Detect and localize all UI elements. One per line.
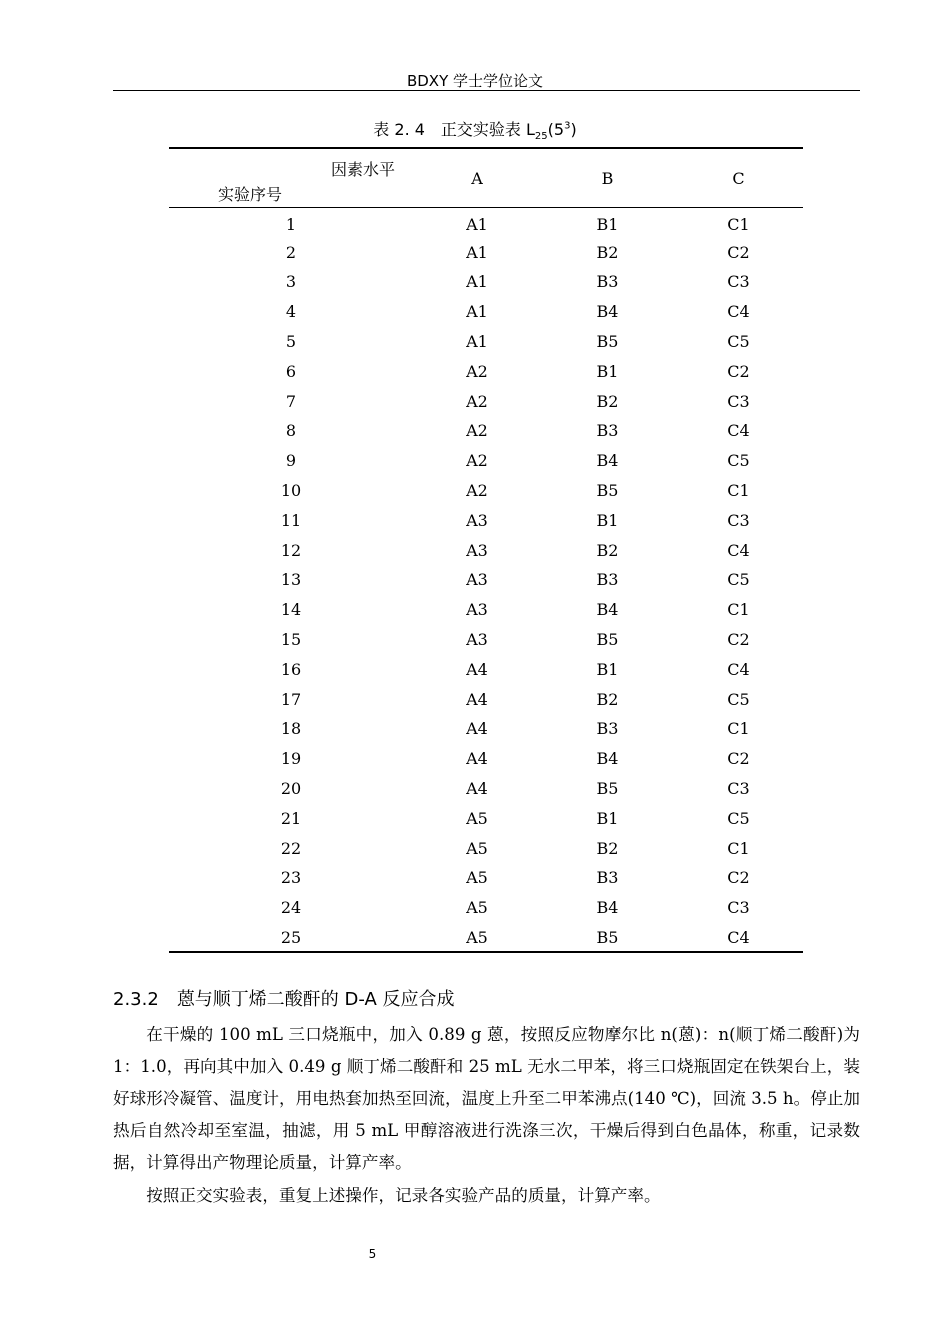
section-number: 2.3.2 bbox=[113, 989, 159, 1010]
orthogonal-table bbox=[169, 147, 803, 953]
run-number-cell: 17 bbox=[280, 689, 302, 709]
table-row bbox=[169, 446, 803, 476]
table-row bbox=[169, 923, 803, 953]
run-number-cell: 12 bbox=[280, 540, 302, 560]
table-row bbox=[169, 803, 803, 833]
factor-c-cell: C3 bbox=[727, 898, 750, 918]
factor-b-cell: B2 bbox=[596, 391, 619, 411]
table-header-row bbox=[169, 148, 803, 208]
factor-b-cell: B2 bbox=[596, 242, 619, 262]
factor-b-cell: B4 bbox=[596, 898, 619, 918]
corner-factor-label: 因素水平 bbox=[331, 160, 396, 179]
factor-c-cell: C4 bbox=[727, 302, 750, 322]
table-row bbox=[169, 714, 803, 744]
factor-c-cell: C3 bbox=[727, 779, 750, 799]
factor-a-cell: A3 bbox=[466, 630, 488, 650]
factor-a-cell: A3 bbox=[466, 510, 488, 530]
factor-b-cell: B5 bbox=[596, 481, 619, 501]
factor-a-cell: A2 bbox=[466, 421, 488, 441]
factor-c-cell: C3 bbox=[727, 272, 750, 292]
run-number-cell: 14 bbox=[280, 600, 302, 620]
factor-b-cell: B3 bbox=[596, 570, 619, 590]
factor-b-cell: B5 bbox=[596, 332, 619, 352]
table-row bbox=[169, 416, 803, 446]
table-caption bbox=[0, 117, 950, 142]
run-number-cell: 5 bbox=[285, 332, 297, 352]
table-row bbox=[169, 833, 803, 863]
section-title: 蒽与顺丁烯二酸酐的 D-A 反应合成 bbox=[176, 989, 455, 1010]
factor-c-cell: C4 bbox=[727, 421, 750, 441]
table-row bbox=[169, 774, 803, 804]
table-row bbox=[169, 595, 803, 625]
factor-c-cell: C1 bbox=[727, 214, 750, 234]
run-number-cell: 1 bbox=[285, 214, 297, 234]
factor-b-cell: B4 bbox=[596, 451, 619, 471]
run-number-cell: 15 bbox=[280, 630, 302, 650]
factor-b-cell: B2 bbox=[596, 838, 619, 858]
factor-c-cell: C2 bbox=[727, 868, 750, 888]
factor-a-cell: A2 bbox=[466, 391, 488, 411]
run-number-cell: 11 bbox=[280, 510, 302, 530]
run-number-cell: 21 bbox=[280, 808, 302, 828]
column-header-b: B bbox=[601, 168, 614, 188]
run-number-cell: 9 bbox=[285, 451, 297, 471]
run-number-cell: 10 bbox=[280, 481, 302, 501]
factor-a-cell: A1 bbox=[466, 332, 488, 352]
factor-a-cell: A4 bbox=[466, 659, 488, 679]
header-rule bbox=[113, 90, 860, 91]
run-number-cell: 3 bbox=[285, 272, 297, 292]
factor-a-cell: A5 bbox=[466, 868, 488, 888]
factor-a-cell: A5 bbox=[466, 898, 488, 918]
factor-b-cell: B1 bbox=[596, 361, 619, 381]
run-number-cell: 16 bbox=[280, 659, 302, 679]
table-row bbox=[169, 535, 803, 565]
factor-c-cell: C3 bbox=[727, 391, 750, 411]
run-number-cell: 2 bbox=[285, 242, 297, 262]
table-body bbox=[169, 208, 803, 953]
run-number-cell: 4 bbox=[285, 302, 297, 322]
factor-c-cell: C5 bbox=[727, 689, 750, 709]
factor-a-cell: A5 bbox=[466, 808, 488, 828]
factor-a-cell: A4 bbox=[466, 749, 488, 769]
run-number-cell: 19 bbox=[280, 749, 302, 769]
factor-b-cell: B5 bbox=[596, 630, 619, 650]
table-row bbox=[169, 893, 803, 923]
corner-run-label: 实验序号 bbox=[218, 185, 283, 204]
factor-b-cell: B3 bbox=[596, 719, 619, 739]
table-row bbox=[169, 237, 803, 267]
factor-b-cell: B2 bbox=[596, 540, 619, 560]
caption-mid: (5 bbox=[547, 120, 565, 139]
caption-prefix: 表 2. 4 正交实验表 L bbox=[373, 120, 535, 139]
section-heading bbox=[113, 985, 455, 1011]
factor-a-cell: A3 bbox=[466, 540, 488, 560]
run-number-cell: 7 bbox=[285, 391, 297, 411]
run-number-cell: 20 bbox=[280, 779, 302, 799]
paragraph-repeat: 按照正交实验表，重复上述操作，记录各实验产品的质量，计算产率。 bbox=[146, 1186, 661, 1205]
factor-a-cell: A5 bbox=[466, 927, 488, 947]
table-row bbox=[169, 356, 803, 386]
table-row bbox=[169, 863, 803, 893]
factor-a-cell: A5 bbox=[466, 838, 488, 858]
factor-a-cell: A4 bbox=[466, 719, 488, 739]
table-row bbox=[169, 625, 803, 655]
table-row bbox=[169, 297, 803, 327]
factor-b-cell: B3 bbox=[596, 272, 619, 292]
column-header-a: A bbox=[471, 168, 483, 188]
factor-c-cell: C4 bbox=[727, 540, 750, 560]
factor-b-cell: B5 bbox=[596, 779, 619, 799]
run-number-cell: 6 bbox=[285, 361, 297, 381]
factor-b-cell: B1 bbox=[596, 510, 619, 530]
factor-c-cell: C1 bbox=[727, 600, 750, 620]
factor-b-cell: B5 bbox=[596, 927, 619, 947]
factor-a-cell: A1 bbox=[466, 242, 488, 262]
factor-a-cell: A4 bbox=[466, 689, 488, 709]
factor-c-cell: C5 bbox=[727, 332, 750, 352]
factor-b-cell: B4 bbox=[596, 600, 619, 620]
table-row bbox=[169, 744, 803, 774]
running-header-title: BDXY 学士学位论文 bbox=[406, 72, 544, 90]
factor-c-cell: C1 bbox=[727, 719, 750, 739]
column-header-c: C bbox=[732, 168, 745, 188]
factor-b-cell: B2 bbox=[596, 689, 619, 709]
factor-c-cell: C2 bbox=[727, 630, 750, 650]
factor-c-cell: C2 bbox=[727, 242, 750, 262]
table-row bbox=[169, 565, 803, 595]
page-number: 5 bbox=[368, 1247, 377, 1261]
factor-a-cell: A1 bbox=[466, 302, 488, 322]
factor-c-cell: C5 bbox=[727, 451, 750, 471]
table-row bbox=[169, 505, 803, 535]
caption-subscript: 25 bbox=[534, 131, 548, 143]
factor-b-cell: B3 bbox=[596, 421, 619, 441]
table-row bbox=[169, 654, 803, 684]
factor-b-cell: B3 bbox=[596, 868, 619, 888]
run-number-cell: 8 bbox=[285, 421, 297, 441]
table-row bbox=[169, 208, 803, 238]
table-row bbox=[169, 476, 803, 506]
factor-a-cell: A2 bbox=[466, 451, 488, 471]
factor-c-cell: C4 bbox=[727, 927, 750, 947]
factor-a-cell: A2 bbox=[466, 361, 488, 381]
factor-c-cell: C3 bbox=[727, 510, 750, 530]
factor-a-cell: A3 bbox=[466, 600, 488, 620]
paragraph-procedure: 在干燥的 100 mL 三口烧瓶中，加入 0.89 g 蒽，按照反应物摩尔比 n(蒽)：n(顺丁烯二酸酐)为 1：1.0，再向其中加入 0.49 g 顺丁烯二酸酐和 25 mL 无水二甲苯，将三口烧瓶固定在铁架台上，装好球形冷凝管、温度计，用电热套加热至回流，温度上升至二甲苯沸点(140 ℃)，回流 3.5 h。停止加热后自然冷却至室温，抽滤，用 5 mL 甲醇溶液进行洗涤三次，干燥后得到白色晶体，称重，记录数据，计算得出产物理论质量，计算产率。 bbox=[113, 1025, 860, 1172]
factor-c-cell: C2 bbox=[727, 361, 750, 381]
caption-superscript: 3 bbox=[564, 120, 571, 132]
factor-b-cell: B1 bbox=[596, 808, 619, 828]
factor-a-cell: A4 bbox=[466, 779, 488, 799]
caption-end: ) bbox=[570, 120, 577, 139]
factor-c-cell: C4 bbox=[727, 659, 750, 679]
table-row bbox=[169, 327, 803, 357]
factor-b-cell: B1 bbox=[596, 659, 619, 679]
table-row bbox=[169, 267, 803, 297]
corner-header-cell bbox=[169, 148, 413, 208]
factor-c-cell: C5 bbox=[727, 808, 750, 828]
run-number-cell: 23 bbox=[280, 868, 302, 888]
factor-c-cell: C2 bbox=[727, 749, 750, 769]
factor-c-cell: C1 bbox=[727, 481, 750, 501]
run-number-cell: 18 bbox=[280, 719, 302, 739]
factor-a-cell: A1 bbox=[466, 272, 488, 292]
factor-b-cell: B4 bbox=[596, 749, 619, 769]
factor-c-cell: C1 bbox=[727, 838, 750, 858]
factor-b-cell: B1 bbox=[596, 214, 619, 234]
run-number-cell: 13 bbox=[280, 570, 302, 590]
factor-a-cell: A3 bbox=[466, 570, 488, 590]
run-number-cell: 24 bbox=[280, 898, 302, 918]
factor-a-cell: A1 bbox=[466, 214, 488, 234]
factor-a-cell: A2 bbox=[466, 481, 488, 501]
factor-c-cell: C5 bbox=[727, 570, 750, 590]
run-number-cell: 25 bbox=[280, 927, 302, 947]
run-number-cell: 22 bbox=[280, 838, 302, 858]
table-row bbox=[169, 684, 803, 714]
factor-b-cell: B4 bbox=[596, 302, 619, 322]
table-row bbox=[169, 386, 803, 416]
